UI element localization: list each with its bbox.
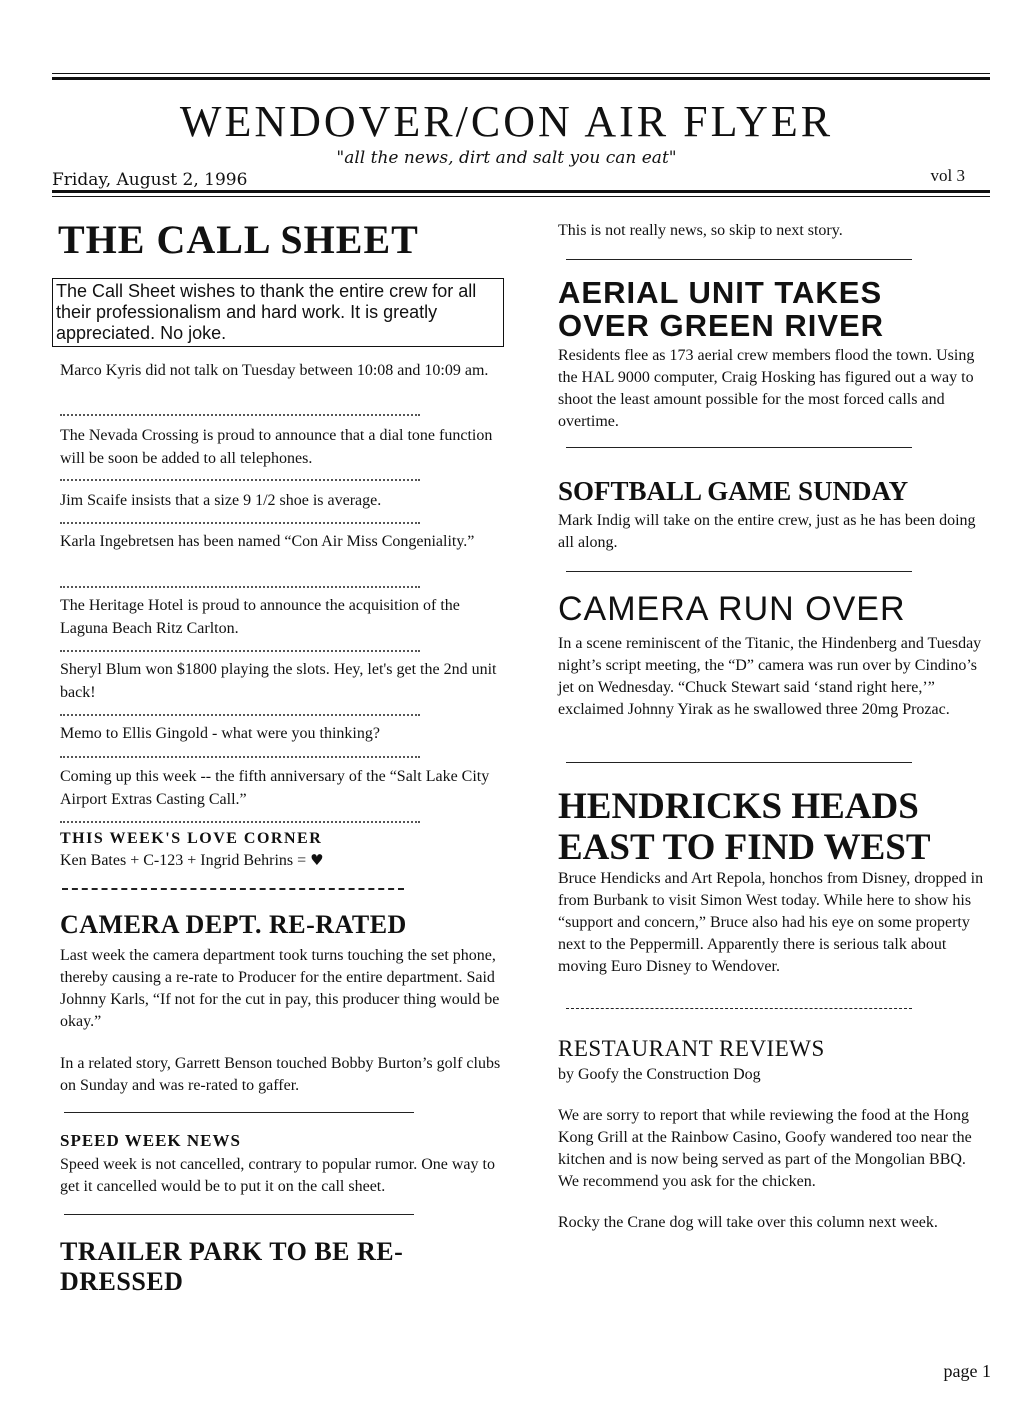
love-corner-equation: Ken Bates + C-123 + Ingrid Behrins = xyxy=(60,852,307,869)
speed-week-heading: SPEED WEEK NEWS xyxy=(60,1131,241,1150)
camera-run-over-heading: CAMERA RUN OVER xyxy=(558,590,906,628)
call-sheet-heading: THE CALL SHEET xyxy=(58,217,419,262)
newsletter-title: WENDOVER/CON AIR FLYER xyxy=(179,97,834,146)
section-divider xyxy=(64,1214,414,1215)
dotted-divider xyxy=(60,756,420,758)
hendricks-heading: HENDRICKS HEADS EAST TO FIND WEST xyxy=(558,786,931,868)
camera-dept-paragraph: In a related story, Garrett Benson touched Bobby Burton’s golf clubs on Sunday and was re-rated to gaffer. xyxy=(60,1055,501,1094)
dotted-divider xyxy=(60,522,420,524)
love-corner-heading: THIS WEEK'S LOVE CORNER xyxy=(60,830,323,847)
dashed-divider xyxy=(62,888,404,890)
masthead-bottom-rule-thick xyxy=(52,190,990,193)
call-sheet-thanks-box: The Call Sheet wishes to thank the entire crew for all their professionalism and hard work. It is greatly appreciated. No joke. xyxy=(52,278,504,347)
masthead-bottom-rule xyxy=(52,196,990,197)
dotted-divider xyxy=(60,821,420,823)
aerial-unit-paragraph: Residents flee as 173 aerial crew members flood the town. Using the HAL 9000 computer, Craig Hosking has figured out a way to shoot the least amount possible for the most forced calls and overtime. xyxy=(558,347,975,430)
page-number: page 1 xyxy=(943,1361,991,1381)
aerial-unit-heading: AERIAL UNIT TAKES OVER GREEN RIVER xyxy=(558,275,885,343)
restaurant-reviews-heading: RESTAURANT REVIEWS xyxy=(558,1036,825,1061)
softball-heading: SOFTBALL GAME SUNDAY xyxy=(558,476,909,506)
issue-volume: vol 3 xyxy=(930,166,965,185)
masthead-top-rule-thick xyxy=(52,77,990,80)
call-sheet-item: Memo to Ellis Gingold - what were you thinking? xyxy=(60,725,380,742)
call-sheet-item: The Nevada Crossing is proud to announce that a dial tone function will be soon be added to all telephones. xyxy=(60,427,493,467)
heart-icon: ♥ xyxy=(310,851,324,869)
call-sheet-item: Sheryl Blum won $1800 playing the slots. Hey, let's get the 2nd unit back! xyxy=(60,661,497,701)
trailer-park-heading: TRAILER PARK TO BE RE-DRESSED xyxy=(60,1237,404,1296)
restaurant-reviews-byline: by Goofy the Construction Dog xyxy=(558,1066,761,1083)
dotted-divider xyxy=(60,650,420,652)
dotted-divider xyxy=(60,714,420,716)
newsletter-tagline: "all the news, dirt and salt you can eat" xyxy=(336,148,677,168)
dotted-divider xyxy=(60,479,420,481)
dashed-divider xyxy=(566,1008,912,1009)
call-sheet-item: Jim Scaife insists that a size 9 1/2 shoe is average. xyxy=(60,492,382,509)
call-sheet-item: Karla Ingebretsen has been named “Con Air Miss Congeniality.” xyxy=(60,533,475,550)
dotted-divider xyxy=(60,414,420,416)
restaurant-reviews-paragraph: We are sorry to report that while reviewing the food at the Hong Kong Grill at the Rainbow Casino, Goofy wandered too near the kitchen and is now being served as part of the Mongolian BBQ. We recommend you ask for the chicken. xyxy=(558,1107,972,1190)
love-corner-text xyxy=(60,851,324,870)
camera-dept-heading: CAMERA DEPT. RE-RATED xyxy=(60,910,407,939)
hendricks-paragraph: Bruce Hendicks and Art Repola, honchos from Disney, dropped in from Burbank to visit Simon West today. While here to show his “support and concern,” Bruce also had his eye on some property next to the Peppermill. Apparently there is serious talk about moving Euro Disney to Wendover. xyxy=(558,870,984,975)
section-divider xyxy=(566,762,912,763)
issue-date: Friday, August 2, 1996 xyxy=(52,170,248,190)
section-divider xyxy=(64,1112,414,1113)
speed-week-paragraph: Speed week is not cancelled, contrary to popular rumor. One way to get it cancelled would be to put it on the call sheet. xyxy=(60,1156,495,1195)
call-sheet-item: Coming up this week -- the fifth anniversary of the “Salt Lake City Airport Extras Casting Call.” xyxy=(60,768,490,808)
section-divider xyxy=(566,447,912,448)
softball-paragraph: Mark Indig will take on the entire crew, just as he has been doing all along. xyxy=(558,512,976,551)
not-news-note: This is not really news, so skip to next story. xyxy=(558,222,843,239)
dotted-divider xyxy=(60,586,420,588)
call-sheet-item: Marco Kyris did not talk on Tuesday between 10:08 and 10:09 am. xyxy=(60,362,489,379)
restaurant-reviews-paragraph: Rocky the Crane dog will take over this column next week. xyxy=(558,1214,938,1231)
camera-run-over-paragraph: In a scene reminiscent of the Titanic, the Hindenberg and Tuesday night’s script meeting, the “D” camera was run over by Cindino’s jet on Wednesday. “Chuck Stewart said ‘stand right here,’” exclaimed Johnny Yirak as he swallowed three 20mg Prozac. xyxy=(558,635,982,718)
section-divider xyxy=(566,571,912,572)
call-sheet-item: The Heritage Hotel is proud to announce the acquisition of the Laguna Beach Ritz Carlton. xyxy=(60,597,460,637)
camera-dept-paragraph: Last week the camera department took turns touching the set phone, thereby causing a re-rate to Producer for the entire department. Said Johnny Karls, “If not for the cut in pay, this producer thing would be okay.” xyxy=(60,947,500,1030)
section-divider xyxy=(566,259,912,260)
masthead-top-rule xyxy=(52,73,990,74)
